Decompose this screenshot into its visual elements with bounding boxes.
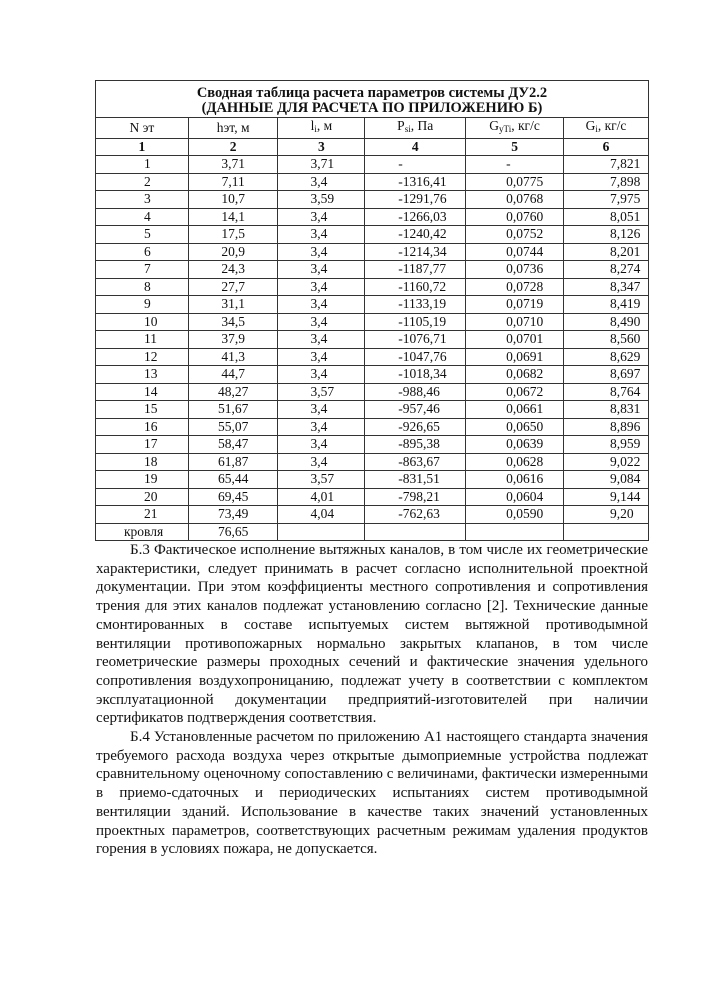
cell-pressure: -1076,71	[365, 331, 466, 349]
table-title	[96, 81, 649, 118]
cell-segment-length: 4,04	[278, 506, 365, 524]
header-pressure-unit: , Па	[410, 118, 434, 133]
cell-segment-length: 3,4	[278, 331, 365, 349]
table-row	[96, 348, 649, 366]
cell-pressure: -1291,76	[365, 191, 466, 209]
cell-segment-length: 3,4	[278, 173, 365, 191]
cell-floor-height: 61,87	[188, 453, 278, 471]
cell-leakage-flow: 0,0616	[466, 471, 564, 489]
cell-segment-length: 3,4	[278, 348, 365, 366]
cell-pressure: -831,51	[365, 471, 466, 489]
cell-floor-height: 41,3	[188, 348, 278, 366]
cell-leakage-flow: 0,0604	[466, 488, 564, 506]
cell-total-flow	[564, 523, 649, 541]
cell-leakage-flow: -	[466, 156, 564, 174]
cell-total-flow: 8,831	[564, 401, 649, 419]
cell-floor-height: 14,1	[188, 208, 278, 226]
cell-total-flow: 9,20	[564, 506, 649, 524]
cell-floor-height: 17,5	[188, 226, 278, 244]
cell-leakage-flow: 0,0661	[466, 401, 564, 419]
header-total-flow-unit: , кг/с	[597, 118, 627, 133]
cell-floor-number: 11	[96, 331, 189, 349]
cell-floor-height: 24,3	[188, 261, 278, 279]
cell-pressure: -1316,41	[365, 173, 466, 191]
cell-floor-height: 48,27	[188, 383, 278, 401]
cell-segment-length: 3,4	[278, 418, 365, 436]
cell-segment-length: 4,01	[278, 488, 365, 506]
table-title-line-2: (ДАННЫЕ ДЛЯ РАСЧЕТА ПО ПРИЛОЖЕНИЮ Б)	[201, 100, 543, 116]
cell-segment-length: 3,4	[278, 296, 365, 314]
cell-total-flow: 8,051	[564, 208, 649, 226]
cell-leakage-flow: 0,0701	[466, 331, 564, 349]
cell-segment-length: 3,4	[278, 243, 365, 261]
header-leakage-flow	[466, 118, 564, 139]
cell-leakage-flow: 0,0775	[466, 173, 564, 191]
header-segment-length-subscript: i	[314, 124, 317, 134]
cell-total-flow: 8,959	[564, 436, 649, 454]
cell-pressure: -762,63	[365, 506, 466, 524]
cell-leakage-flow: 0,0650	[466, 418, 564, 436]
cell-segment-length: 3,4	[278, 453, 365, 471]
header-total-flow-symbol: G	[585, 118, 596, 133]
cell-total-flow: 8,697	[564, 366, 649, 384]
cell-total-flow: 7,898	[564, 173, 649, 191]
column-number: 3	[278, 138, 365, 156]
cell-floor-number: 18	[96, 453, 189, 471]
cell-leakage-flow: 0,0672	[466, 383, 564, 401]
table-row-roof	[96, 523, 649, 541]
cell-leakage-flow: 0,0719	[466, 296, 564, 314]
cell-pressure: -988,46	[365, 383, 466, 401]
cell-floor-number: 2	[96, 173, 189, 191]
column-number: 5	[466, 138, 564, 156]
cell-leakage-flow: 0,0682	[466, 366, 564, 384]
table-row	[96, 471, 649, 489]
cell-floor-height: 37,9	[188, 331, 278, 349]
cell-floor-number: 15	[96, 401, 189, 419]
paragraph-b3: Б.3 Фактическое исполнение вытяжных каналов, в том числе их геометрические характеристики, следует принимать в расчет согласно исполнительной проектной документации. При этом коэффициенты местного сопротивления и сопротивления трения для этих каналов подлежат установлению согласно [2]. Технические данные смонтированных в составе испытуемых систем вытяжной противодымной вентиляции противопожарных нормально закрытых клапанов, в том числе геометрические размеры проходных сечений и фактические значения удельного сопротивления воздухопроницанию, подлежат учету в соответствии с комплектом эксплуатационной документации предприятий-изготовителей при наличии сертификатов подтверждения соответствия.	[96, 542, 648, 727]
cell-floor-number: 13	[96, 366, 189, 384]
cell-floor-height: 3,71	[188, 156, 278, 174]
cell-leakage-flow: 0,0710	[466, 313, 564, 331]
cell-total-flow: 9,022	[564, 453, 649, 471]
header-leakage-flow-unit: , кг/с	[511, 118, 540, 133]
cell-floor-number: кровля	[96, 523, 189, 541]
table-header-row	[96, 118, 649, 139]
cell-total-flow: 8,764	[564, 383, 649, 401]
header-pressure-subscript: si	[404, 124, 411, 134]
cell-total-flow: 8,490	[564, 313, 649, 331]
cell-floor-number: 17	[96, 436, 189, 454]
cell-floor-height: 55,07	[188, 418, 278, 436]
cell-pressure: -1187,77	[365, 261, 466, 279]
header-floor-number-text: N эт	[129, 119, 155, 135]
cell-floor-number: 10	[96, 313, 189, 331]
column-number: 6	[564, 138, 649, 156]
table-row	[96, 261, 649, 279]
table-row	[96, 278, 649, 296]
cell-pressure: -798,21	[365, 488, 466, 506]
cell-segment-length: 3,4	[278, 278, 365, 296]
cell-floor-height: 7,11	[188, 173, 278, 191]
cell-leakage-flow: 0,0628	[466, 453, 564, 471]
cell-total-flow: 7,975	[564, 191, 649, 209]
table-row	[96, 436, 649, 454]
cell-leakage-flow	[466, 523, 564, 541]
cell-total-flow: 8,126	[564, 226, 649, 244]
cell-pressure: -895,38	[365, 436, 466, 454]
cell-leakage-flow: 0,0760	[466, 208, 564, 226]
cell-pressure: -1240,42	[365, 226, 466, 244]
cell-segment-length: 3,57	[278, 471, 365, 489]
cell-leakage-flow: 0,0590	[466, 506, 564, 524]
header-segment-length-unit: , м	[316, 118, 333, 133]
cell-leakage-flow: 0,0691	[466, 348, 564, 366]
cell-floor-number: 14	[96, 383, 189, 401]
cell-leakage-flow: 0,0736	[466, 261, 564, 279]
column-number-row	[96, 138, 649, 156]
cell-floor-number: 19	[96, 471, 189, 489]
cell-floor-height: 44,7	[188, 366, 278, 384]
cell-total-flow: 8,560	[564, 331, 649, 349]
cell-leakage-flow: 0,0728	[466, 278, 564, 296]
header-leakage-flow-subscript: yTi	[499, 124, 512, 134]
paragraph-b4: Б.4 Установленные расчетом по приложению А1 настоящего стандарта значения требуемого расхода воздуха через открытые дымоприемные устройства подлежат сравнительному оценочному сопоставлению с величинами, фактически измеренными в приемо-сдаточных и периодических испытаниях систем противодымной вентиляции зданий. Использование в качестве таких значений установленных проектных параметров, соответствующих расчетным режимам удаления продуктов горения в условиях пожара, не допускается.	[96, 729, 648, 858]
table-row	[96, 383, 649, 401]
cell-floor-number: 5	[96, 226, 189, 244]
table-row	[96, 453, 649, 471]
cell-pressure: -1214,34	[365, 243, 466, 261]
cell-pressure: -1266,03	[365, 208, 466, 226]
header-pressure-symbol: P	[397, 118, 405, 133]
cell-floor-number: 20	[96, 488, 189, 506]
cell-floor-height: 76,65	[188, 523, 278, 541]
table-row	[96, 401, 649, 419]
cell-leakage-flow: 0,0768	[466, 191, 564, 209]
table-row	[96, 488, 649, 506]
cell-total-flow: 8,274	[564, 261, 649, 279]
cell-segment-length: 3,71	[278, 156, 365, 174]
table-row	[96, 156, 649, 174]
cell-segment-length: 3,4	[278, 208, 365, 226]
header-floor-height-symbol: hэт	[216, 119, 235, 135]
cell-floor-number: 4	[96, 208, 189, 226]
cell-pressure: -1133,19	[365, 296, 466, 314]
header-pressure	[365, 118, 466, 139]
cell-segment-length: 3,4	[278, 401, 365, 419]
table-row	[96, 506, 649, 524]
table-row	[96, 243, 649, 261]
header-floor-height	[188, 118, 278, 139]
table-row	[96, 173, 649, 191]
cell-total-flow: 8,629	[564, 348, 649, 366]
cell-pressure: -1160,72	[365, 278, 466, 296]
cell-leakage-flow: 0,0752	[466, 226, 564, 244]
cell-pressure	[365, 523, 466, 541]
cell-segment-length: 3,57	[278, 383, 365, 401]
header-segment-length-symbol: l	[310, 118, 315, 133]
cell-pressure: -926,65	[365, 418, 466, 436]
cell-segment-length: 3,4	[278, 226, 365, 244]
table-row	[96, 191, 649, 209]
cell-total-flow: 7,821	[564, 156, 649, 174]
header-segment-length	[278, 118, 365, 139]
cell-total-flow: 8,347	[564, 278, 649, 296]
header-total-flow-subscript: i	[595, 124, 598, 134]
cell-segment-length: 3,4	[278, 313, 365, 331]
cell-segment-length: 3,59	[278, 191, 365, 209]
cell-total-flow: 9,084	[564, 471, 649, 489]
cell-segment-length: 3,4	[278, 261, 365, 279]
cell-floor-height: 69,45	[188, 488, 278, 506]
cell-pressure: -	[365, 156, 466, 174]
cell-leakage-flow: 0,0744	[466, 243, 564, 261]
cell-floor-number: 3	[96, 191, 189, 209]
table-title-line-1: Сводная таблица расчета параметров системы ДУ2.2	[196, 85, 548, 101]
cell-floor-number: 7	[96, 261, 189, 279]
column-number: 2	[188, 138, 278, 156]
cell-leakage-flow: 0,0639	[466, 436, 564, 454]
cell-floor-height: 27,7	[188, 278, 278, 296]
cell-floor-number: 16	[96, 418, 189, 436]
cell-floor-height: 58,47	[188, 436, 278, 454]
column-number: 1	[96, 138, 189, 156]
cell-floor-height: 20,9	[188, 243, 278, 261]
body-text	[96, 541, 648, 859]
table-row	[96, 418, 649, 436]
cell-floor-number: 12	[96, 348, 189, 366]
table-row	[96, 208, 649, 226]
cell-total-flow: 8,419	[564, 296, 649, 314]
cell-floor-number: 1	[96, 156, 189, 174]
cell-floor-height: 65,44	[188, 471, 278, 489]
table-row	[96, 313, 649, 331]
header-floor-number	[96, 118, 189, 139]
cell-pressure: -1047,76	[365, 348, 466, 366]
cell-total-flow: 9,144	[564, 488, 649, 506]
cell-floor-height: 73,49	[188, 506, 278, 524]
header-total-flow	[564, 118, 649, 139]
header-leakage-flow-symbol: G	[489, 118, 500, 133]
cell-floor-height: 51,67	[188, 401, 278, 419]
table-row	[96, 366, 649, 384]
table-row	[96, 296, 649, 314]
cell-floor-height: 31,1	[188, 296, 278, 314]
cell-segment-length	[278, 523, 365, 541]
cell-segment-length: 3,4	[278, 366, 365, 384]
table-body	[96, 156, 649, 541]
cell-pressure: -1105,19	[365, 313, 466, 331]
cell-total-flow: 8,201	[564, 243, 649, 261]
cell-total-flow: 8,896	[564, 418, 649, 436]
calculation-table	[95, 80, 649, 541]
cell-pressure: -1018,34	[365, 366, 466, 384]
table-row	[96, 331, 649, 349]
cell-floor-number: 8	[96, 278, 189, 296]
table-title-row	[96, 81, 649, 118]
cell-segment-length: 3,4	[278, 436, 365, 454]
cell-pressure: -863,67	[365, 453, 466, 471]
column-number: 4	[365, 138, 466, 156]
cell-floor-height: 34,5	[188, 313, 278, 331]
cell-floor-number: 6	[96, 243, 189, 261]
cell-floor-height: 10,7	[188, 191, 278, 209]
cell-floor-number: 21	[96, 506, 189, 524]
cell-floor-number: 9	[96, 296, 189, 314]
cell-pressure: -957,46	[365, 401, 466, 419]
header-floor-height-unit: , м	[234, 119, 250, 135]
table-row	[96, 226, 649, 244]
